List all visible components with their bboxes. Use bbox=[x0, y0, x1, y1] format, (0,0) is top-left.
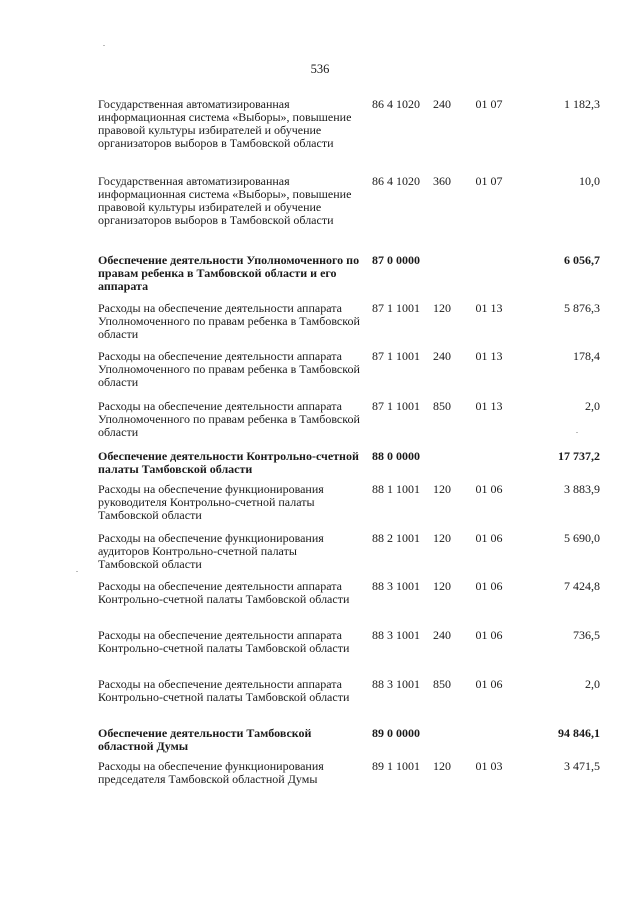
row-section: 01 13 bbox=[475, 399, 503, 413]
row-name: Расходы на обеспечение функционирования председателя Тамбовской областной Думы bbox=[98, 759, 324, 786]
row-name: Расходы на обеспечение функционирования аудиторов Контрольно-счетной палаты Тамбовской области bbox=[98, 531, 324, 571]
row-amount: 1 182,3 bbox=[564, 97, 600, 111]
row-name: Государственная автоматизированная информационная система «Выборы», повышение правовой культуры избирателей и обучение организаторов выборов в Тамбовской области bbox=[98, 97, 352, 150]
row-section: 01 07 bbox=[475, 97, 503, 111]
table-row bbox=[98, 98, 608, 158]
row-amount: 10,0 bbox=[579, 174, 600, 188]
row-amount: 94 846,1 bbox=[558, 726, 600, 740]
row-expense-type: 850 bbox=[433, 399, 451, 413]
row-section: 01 06 bbox=[475, 677, 503, 691]
row-section: 01 13 bbox=[475, 301, 503, 315]
row-section: 01 07 bbox=[475, 174, 503, 188]
row-section: 01 06 bbox=[475, 628, 503, 642]
row-code: 88 3 1001 bbox=[372, 579, 420, 593]
row-section: 01 06 bbox=[475, 579, 503, 593]
page-number: 536 bbox=[310, 62, 330, 76]
row-amount: 2,0 bbox=[585, 399, 600, 413]
scan-speck bbox=[576, 432, 578, 433]
row-name: Обеспечение деятельности Тамбовской областной Думы bbox=[98, 726, 312, 753]
row-expense-type: 120 bbox=[433, 301, 451, 315]
row-section: 01 06 bbox=[475, 482, 503, 496]
table-row bbox=[98, 175, 608, 235]
row-name: Обеспечение деятельности Контрольно-счетной палаты Тамбовской области bbox=[98, 449, 359, 476]
row-name: Расходы на обеспечение деятельности аппарата Уполномоченного по правам ребенка в Тамбовской области bbox=[98, 349, 360, 389]
row-name: Расходы на обеспечение деятельности аппарата Контрольно-счетной палаты Тамбовской области bbox=[98, 579, 350, 606]
row-code: 86 4 1020 bbox=[372, 174, 420, 188]
row-expense-type: 360 bbox=[433, 174, 451, 188]
row-name: Расходы на обеспечение деятельности аппарата Контрольно-счетной палаты Тамбовской области bbox=[98, 677, 350, 704]
row-code: 89 1 1001 bbox=[372, 759, 420, 773]
row-code: 88 2 1001 bbox=[372, 531, 420, 545]
row-code: 87 1 1001 bbox=[372, 301, 420, 315]
row-name: Расходы на обеспечение функционирования руководителя Контрольно-счетной палаты Тамбовской области bbox=[98, 482, 324, 522]
row-expense-type: 120 bbox=[433, 759, 451, 773]
row-name: Расходы на обеспечение деятельности аппарата Контрольно-счетной палаты Тамбовской области bbox=[98, 628, 350, 655]
row-amount: 2,0 bbox=[585, 677, 600, 691]
row-name: Государственная автоматизированная информационная система «Выборы», повышение правовой культуры избирателей и обучение организаторов выборов в Тамбовской области bbox=[98, 174, 352, 227]
row-section: 01 06 bbox=[475, 531, 503, 545]
row-section: 01 13 bbox=[475, 349, 503, 363]
row-expense-type: 240 bbox=[433, 628, 451, 642]
row-code: 88 3 1001 bbox=[372, 628, 420, 642]
row-amount: 3 883,9 bbox=[564, 482, 600, 496]
row-expense-type: 120 bbox=[433, 579, 451, 593]
row-name: Расходы на обеспечение деятельности аппарата Уполномоченного по правам ребенка в Тамбовской области bbox=[98, 399, 360, 439]
row-amount: 736,5 bbox=[573, 628, 600, 642]
row-expense-type: 850 bbox=[433, 677, 451, 691]
row-amount: 3 471,5 bbox=[564, 759, 600, 773]
row-expense-type: 120 bbox=[433, 531, 451, 545]
row-amount: 5 876,3 bbox=[564, 301, 600, 315]
row-code: 87 0 0000 bbox=[372, 253, 420, 267]
row-code: 88 0 0000 bbox=[372, 449, 420, 463]
row-name: Расходы на обеспечение деятельности аппарата Уполномоченного по правам ребенка в Тамбовской области bbox=[98, 301, 360, 341]
scan-speck bbox=[103, 45, 105, 46]
row-name: Обеспечение деятельности Уполномоченного по правам ребенка в Тамбовской области и его аппарата bbox=[98, 253, 360, 293]
row-code: 88 3 1001 bbox=[372, 677, 420, 691]
row-expense-type: 120 bbox=[433, 482, 451, 496]
row-amount: 7 424,8 bbox=[564, 579, 600, 593]
row-code: 88 1 1001 bbox=[372, 482, 420, 496]
row-amount: 5 690,0 bbox=[564, 531, 600, 545]
scan-speck bbox=[76, 571, 78, 572]
row-amount: 6 056,7 bbox=[564, 253, 600, 267]
row-code: 86 4 1020 bbox=[372, 97, 420, 111]
row-amount: 178,4 bbox=[573, 349, 600, 363]
row-code: 89 0 0000 bbox=[372, 726, 420, 740]
row-code: 87 1 1001 bbox=[372, 349, 420, 363]
row-expense-type: 240 bbox=[433, 97, 451, 111]
row-code: 87 1 1001 bbox=[372, 399, 420, 413]
table-row bbox=[98, 760, 608, 820]
row-amount: 17 737,2 bbox=[558, 449, 600, 463]
row-expense-type: 240 bbox=[433, 349, 451, 363]
row-section: 01 03 bbox=[475, 759, 503, 773]
